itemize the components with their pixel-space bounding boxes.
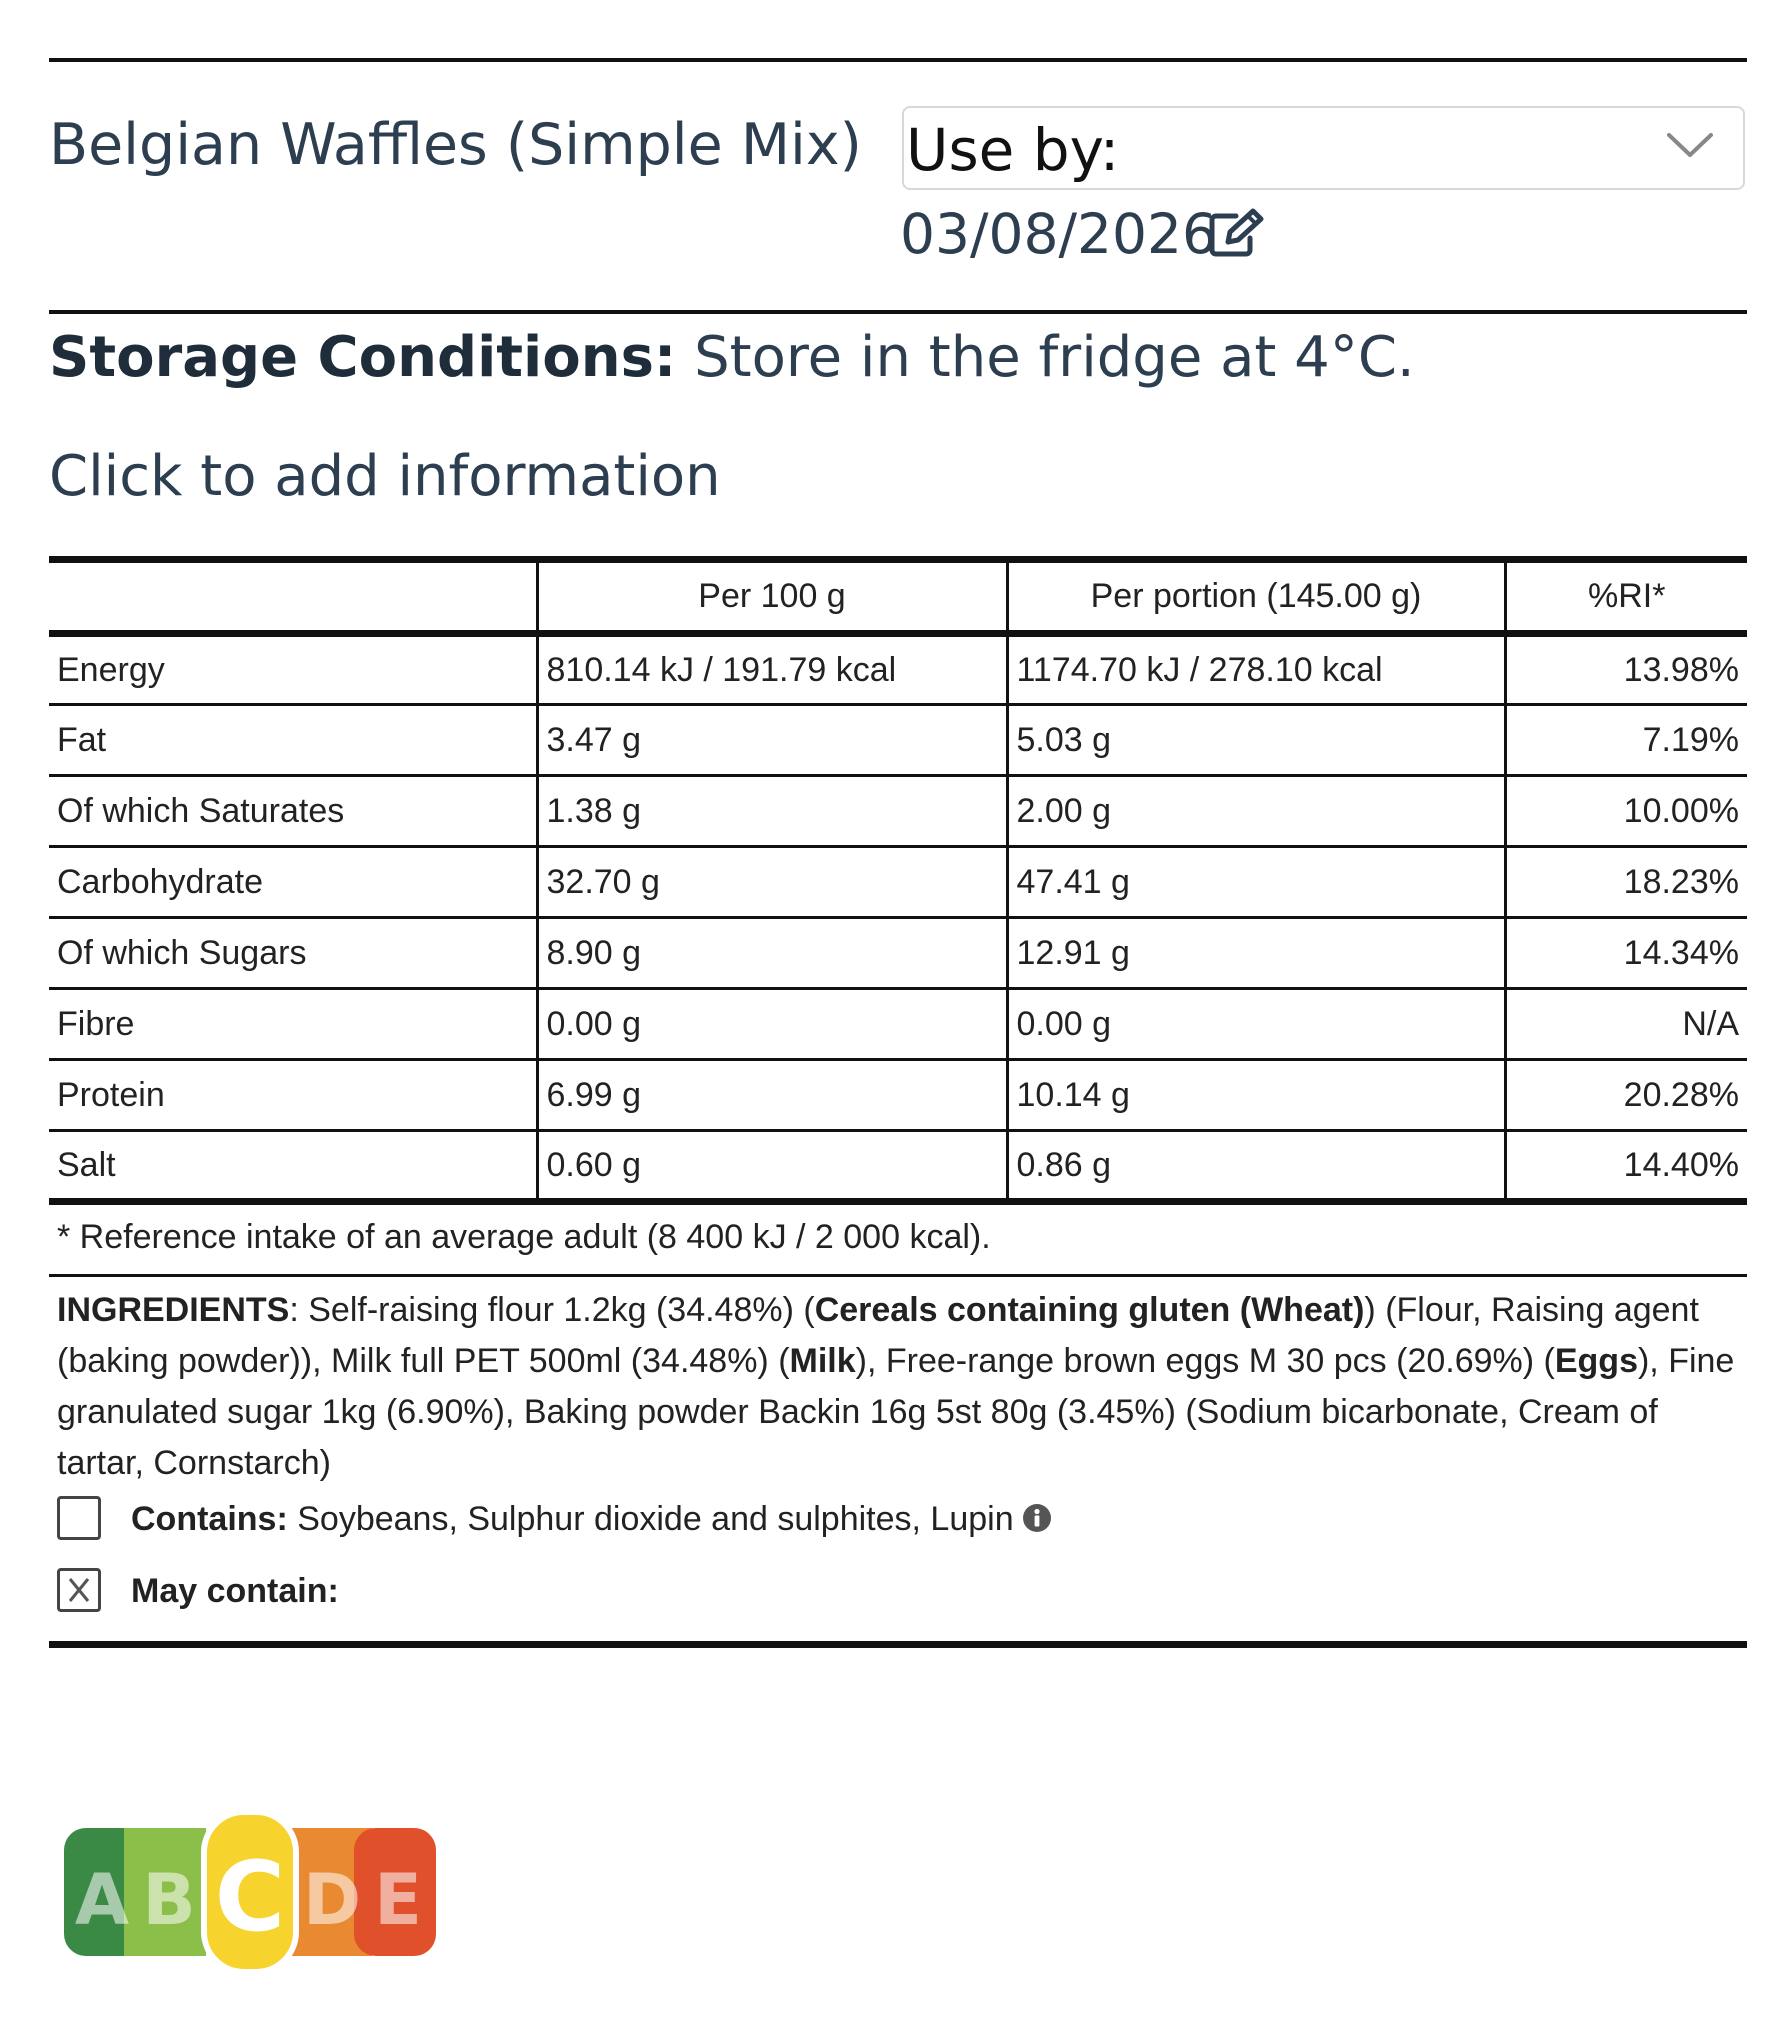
per-portion-value: 2.00 g [1007, 776, 1505, 847]
ri-value: N/A [1505, 989, 1747, 1060]
checkbox-x-icon [60, 1571, 98, 1609]
per-100g-value: 1.38 g [537, 776, 1007, 847]
ri-value: 18.23% [1505, 847, 1747, 918]
table-row [49, 1131, 1747, 1202]
ingredients-part: : Self-raising flour 1.2kg (34.48%) ( [289, 1291, 815, 1329]
ri-value: 10.00% [1505, 776, 1747, 847]
bottom-divider [49, 1641, 1747, 1648]
nutrient-name: Salt [57, 1145, 116, 1184]
table-row [49, 989, 1747, 1060]
per-100g-value: 810.14 kJ / 191.79 kcal [537, 634, 1007, 705]
use-by-dropdown[interactable] [902, 106, 1745, 190]
ingredients-part: ) (Flour, Raising agent (baking powder)), Milk full PET 500ml (34.48%) ( [57, 1291, 1699, 1380]
nutrient-name: Of which Saturates [57, 791, 345, 830]
storage-conditions [49, 325, 1415, 390]
per-portion-value: 12.91 g [1007, 918, 1505, 989]
nutrient-name: Protein [57, 1075, 165, 1114]
per-portion-value: 0.86 g [1007, 1131, 1505, 1202]
ri-value: 7.19% [1505, 705, 1747, 776]
nutri-score-letter-c: C [214, 1841, 286, 1953]
table-row [49, 634, 1747, 705]
allergen-highlight: Milk [789, 1342, 856, 1380]
ingredients-divider [49, 1274, 1747, 1277]
ingredients-part: ), Fine granulated sugar 1kg (6.90%), Baking powder Backin 16g 5st 80g (3.45%) (Sodium bicarbonate, Cream of tartar, Cornstarch) [57, 1342, 1735, 1482]
per-portion-value: 0.00 g [1007, 989, 1505, 1060]
ingredients-text [57, 1285, 1747, 1489]
may-contain-line [131, 1572, 339, 1611]
table-row [49, 705, 1747, 776]
table-row [49, 847, 1747, 918]
per-100g-value: 0.60 g [537, 1131, 1007, 1202]
table-row [49, 776, 1747, 847]
per-100g-value: 0.00 g [537, 989, 1007, 1060]
contains-checkbox[interactable] [57, 1496, 101, 1540]
allergen-highlight: Eggs [1554, 1342, 1638, 1380]
nutri-score-logo [64, 1812, 436, 1972]
add-information-link[interactable]: Click to add information [49, 444, 721, 509]
column-header-nutrient [49, 560, 537, 634]
storage-label: Storage Conditions: [49, 325, 677, 390]
per-100g-value: 3.47 g [537, 705, 1007, 776]
nutri-score-letter-a: A [74, 1859, 130, 1941]
table-row [49, 1060, 1747, 1131]
top-divider [49, 58, 1747, 62]
may-contain-checkbox[interactable] [57, 1568, 101, 1612]
info-icon[interactable] [1022, 1503, 1052, 1533]
column-header-per-100g: Per 100 g [537, 560, 1007, 634]
ri-value: 20.28% [1505, 1060, 1747, 1131]
per-portion-value: 1174.70 kJ / 278.10 kcal [1007, 634, 1505, 705]
contains-line [131, 1500, 1052, 1539]
per-portion-value: 5.03 g [1007, 705, 1505, 776]
per-portion-value: 10.14 g [1007, 1060, 1505, 1131]
ri-value: 14.34% [1505, 918, 1747, 989]
table-row [49, 918, 1747, 989]
per-100g-value: 32.70 g [537, 847, 1007, 918]
allergen-highlight: Cereals containing gluten (Wheat) [814, 1291, 1365, 1329]
per-portion-value: 47.41 g [1007, 847, 1505, 918]
nutri-score-letter-d: D [302, 1859, 362, 1941]
chevron-down-icon [1665, 130, 1715, 160]
ingredients-label: INGREDIENTS [57, 1291, 290, 1329]
nutrient-name: Fat [57, 720, 107, 759]
storage-text: Store in the fridge at 4°C. [676, 325, 1415, 390]
contains-text: Soybeans, Sulphur dioxide and sulphites, Lupin [287, 1500, 1014, 1538]
may-contain-label: May contain: [131, 1572, 339, 1610]
column-header-per-portion: Per portion (145.00 g) [1007, 560, 1505, 634]
nutrient-name: Energy [57, 650, 165, 689]
nutrient-name: Carbohydrate [57, 862, 264, 901]
nutrient-name: Of which Sugars [57, 933, 307, 972]
per-100g-value: 6.99 g [537, 1060, 1007, 1131]
edit-icon[interactable] [1208, 208, 1264, 258]
ri-value: 14.40% [1505, 1131, 1747, 1202]
per-100g-value: 8.90 g [537, 918, 1007, 989]
contains-label: Contains: [131, 1500, 288, 1538]
section-divider [49, 310, 1747, 314]
reference-intake-note: * Reference intake of an average adult (8 400 kJ / 2 000 kcal). [57, 1218, 991, 1256]
nutrition-table [49, 556, 1747, 1205]
nutri-score-letter-e: E [374, 1859, 422, 1941]
nutrient-name: Fibre [57, 1004, 135, 1043]
product-title: Belgian Waffles (Simple Mix) [49, 112, 862, 178]
nutri-score-letter-b: B [142, 1859, 196, 1941]
ri-value: 13.98% [1505, 634, 1747, 705]
column-header-ri: %RI* [1505, 560, 1747, 634]
ingredients-part: ), Free-range brown eggs M 30 pcs (20.69%) ( [855, 1342, 1555, 1380]
use-by-date: 03/08/2026 [900, 202, 1218, 266]
table-header-row [49, 560, 1747, 634]
use-by-label: Use by: [906, 116, 1120, 184]
